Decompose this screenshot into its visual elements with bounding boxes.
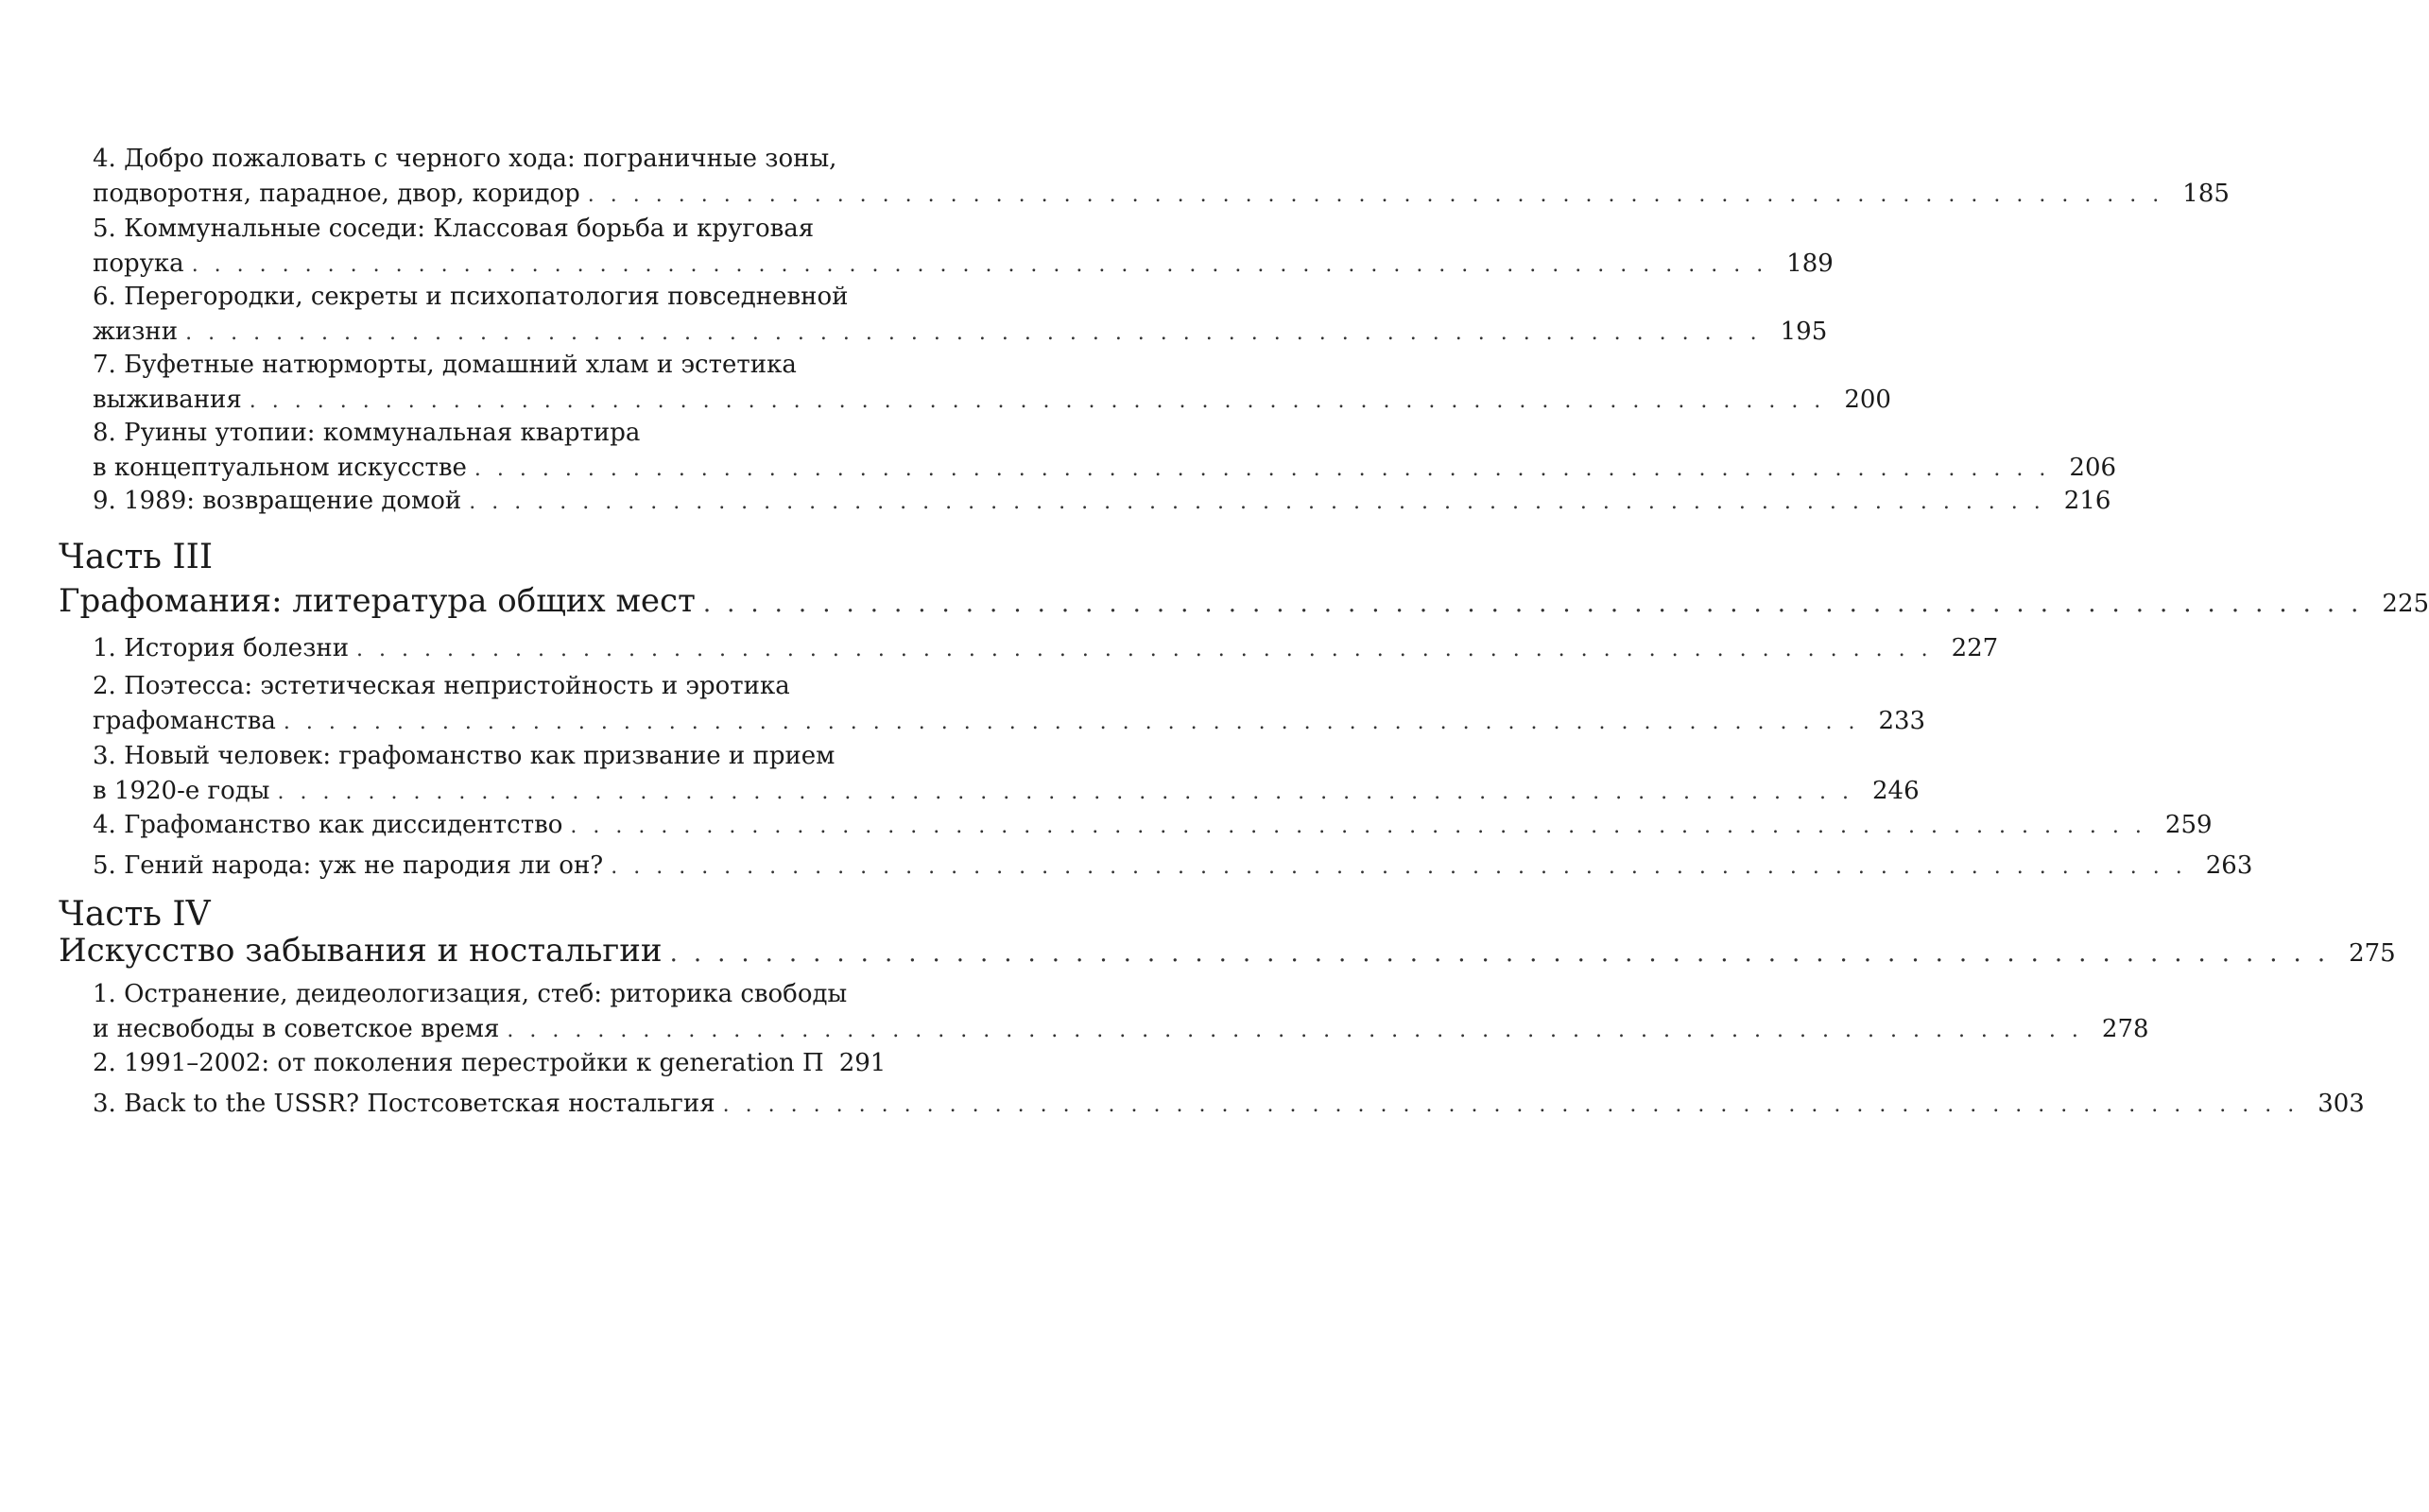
entry-title-line1: 1. Остранение, деидеологизация, стеб: риторика свободы <box>93 980 848 1008</box>
leader-dots: ...................................................................... <box>277 781 1866 804</box>
entry-title-line2: жизни <box>93 318 179 346</box>
page-number: 275 <box>2349 939 2396 968</box>
leader-dots: ...................................................................... <box>722 1093 2311 1117</box>
entry-title-line2: выживания <box>93 386 242 414</box>
entry-title: 4. Графоманство как диссидентство <box>93 811 563 839</box>
leader-dots: ...................................................................... <box>669 939 2342 968</box>
entry-title-line1: 5. Коммунальные соседи: Классовая борьба и круговая <box>93 215 815 243</box>
entry-title-line1: 8. Руины утопии: коммунальная квартира <box>93 419 641 447</box>
leader-dots: ...................................................................... <box>283 711 1871 734</box>
page-number: 206 <box>2069 454 2117 482</box>
page-number: 233 <box>1878 707 1926 735</box>
page-number: 195 <box>1780 318 1828 346</box>
part-title-row <box>59 580 2429 625</box>
page-number: 263 <box>2205 851 2253 880</box>
toc-entry <box>93 977 2149 1048</box>
part-title-row <box>59 930 2396 974</box>
page-number: 246 <box>1872 777 1920 805</box>
page-number: 303 <box>2317 1090 2365 1118</box>
toc-entry <box>93 1046 887 1082</box>
leader-dots: ...................................................................... <box>587 183 2176 207</box>
toc-entry <box>93 631 1999 667</box>
entry-title-line2: в 1920-е годы <box>93 777 270 805</box>
toc-entry <box>93 212 1834 283</box>
leader-dots: ...................................................................... <box>702 590 2375 618</box>
entry-title: 5. Гений народа: уж не пародия ли он? <box>93 851 604 880</box>
page-number: 216 <box>2063 487 2111 515</box>
toc-entry <box>93 808 2213 844</box>
toc-entry <box>93 142 2230 213</box>
toc-entry <box>93 280 1828 351</box>
leader-dots: ...................................................................... <box>356 638 1944 662</box>
part-title: Искусство забывания и ностальгии <box>59 932 663 970</box>
entry-title: 3. Back to the USSR? Постсоветская ностальгия <box>93 1090 715 1118</box>
page-number: 227 <box>1951 634 1999 662</box>
entry-title-line2: порука <box>93 249 184 278</box>
entry-title-line1: 2. Поэтесса: эстетическая непристойность и эротика <box>93 672 790 700</box>
entry-title: 9. 1989: возвращение домой <box>93 487 462 515</box>
leader-dots: ...................................................................... <box>570 815 2158 838</box>
entry-title-line1: 3. Новый человек: графоманство как призвание и прием <box>93 742 836 770</box>
page-number: 278 <box>2101 1015 2149 1043</box>
entry-title-line2: подворотня, парадное, двор, коридор <box>93 180 580 208</box>
leader-dots: ...................................................................... <box>191 253 1780 277</box>
toc-entry <box>93 416 2117 487</box>
part-title: Графомания: литература общих мест <box>59 582 696 620</box>
entry-title-line2: в концептуальном искусстве <box>93 454 467 482</box>
leader-dots: ...................................................................... <box>185 321 1773 345</box>
toc-entry <box>93 348 1891 419</box>
part-label: Часть IV <box>59 895 211 934</box>
toc-entry <box>93 739 1920 810</box>
entry-title-line1: 4. Добро пожаловать с черного хода: пограничные зоны, <box>93 145 837 173</box>
page-number: 225 <box>2382 590 2429 618</box>
page-number: 291 <box>838 1049 887 1077</box>
toc-entry <box>93 849 2253 885</box>
page-number: 185 <box>2182 180 2230 208</box>
entry-title-line2: графоманства <box>93 707 276 735</box>
entry-title-line1: 6. Перегородки, секреты и психопатология повседневной <box>93 283 849 311</box>
leader-dots: ...................................................................... <box>611 855 2198 879</box>
leader-dots: ...................................................................... <box>249 389 1837 413</box>
page-number: 200 <box>1844 386 1891 414</box>
toc-entry <box>93 1087 2365 1123</box>
leader-dots: ...................................................................... <box>507 1019 2094 1042</box>
entry-title-line2: и несвободы в советское время <box>93 1015 500 1043</box>
page-number: 189 <box>1786 249 1834 278</box>
leader-dots: ...................................................................... <box>469 490 2057 514</box>
leader-dots: ...................................................................... <box>474 457 2062 481</box>
part-label: Часть III <box>59 538 214 576</box>
entry-title: 1. История болезни <box>93 634 350 662</box>
page-number: 259 <box>2164 811 2213 839</box>
toc-entry <box>93 669 1926 740</box>
toc-entry <box>93 484 2111 520</box>
entry-title: 2. 1991–2002: от поколения перестройки к generation П <box>93 1049 824 1077</box>
entry-title-line1: 7. Буфетные натюрморты, домашний хлам и эстетика <box>93 351 797 379</box>
